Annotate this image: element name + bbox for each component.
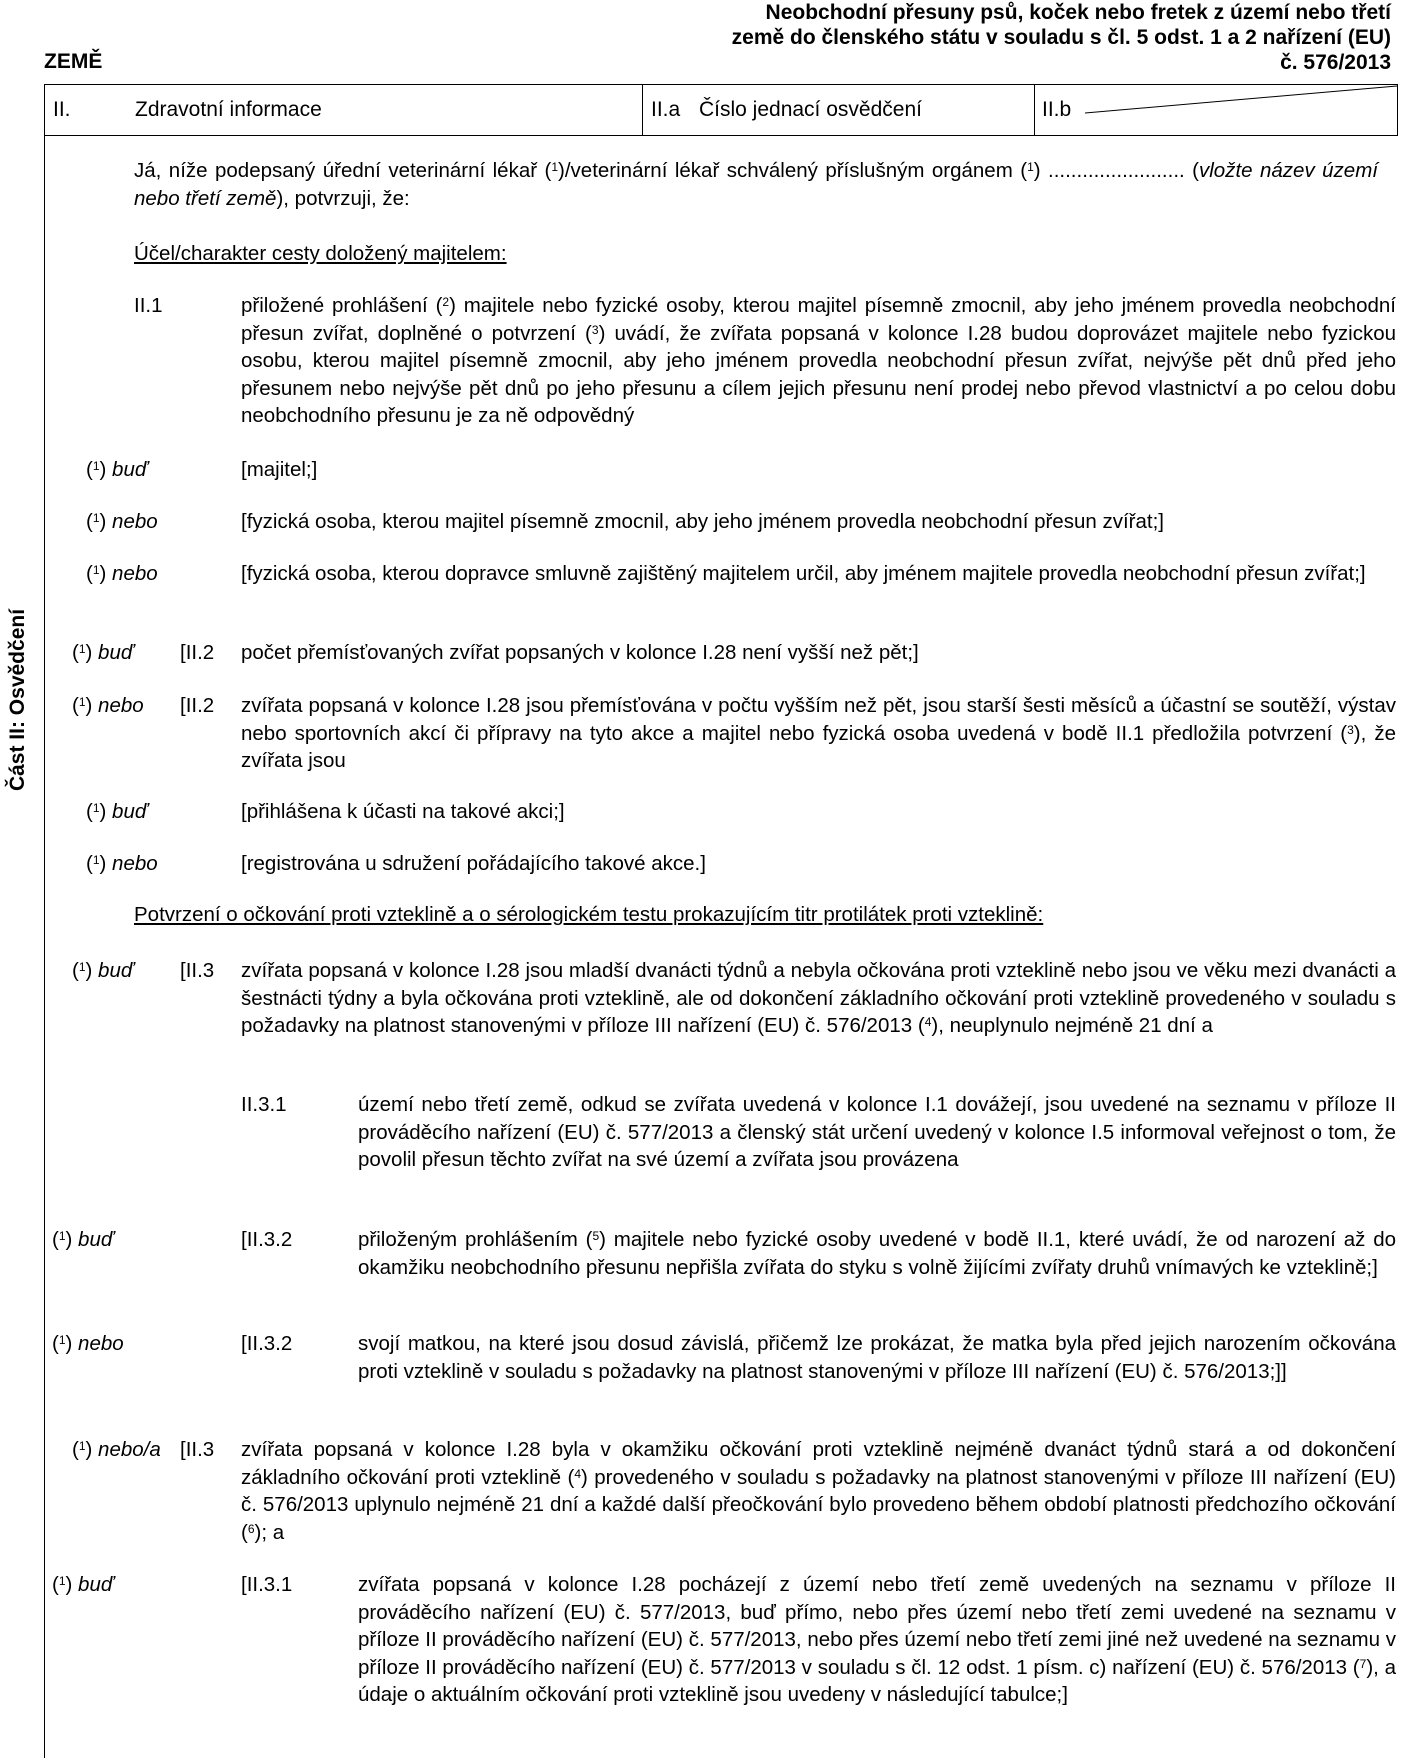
option-text: [přihlášena k účasti na takové akci;] bbox=[241, 800, 565, 823]
clause-ii2-text: zvířata popsaná v kolonce I.28 jsou přemísťována v počtu vyšším než pět, jsou starší šesti měsíců a účastní se soutěží, výstav nebo sportovních akcí či přípravy na tyto akce a majitel nebo fyzická osoba uvedená v bodě II.1 předložila potvrzení ($^3$), že zvířata jsou bbox=[241, 694, 1396, 772]
intro-text: ), potvrzuji, že: bbox=[276, 186, 410, 210]
clause-number: [II.3.2 bbox=[241, 1332, 293, 1355]
table-divider bbox=[1034, 85, 1035, 135]
title-line-2: země do členského státu v souladu s čl. 5 odst. 1 a 2 nařízení (EU) bbox=[731, 26, 1391, 49]
footnote-ref: 2 bbox=[442, 295, 450, 309]
option-text: [fyzická osoba, kterou dopravce smluvně zajištěný majitelem určil, aby jménem majitele provedla neobchodní přesun zvířat;] bbox=[241, 562, 1366, 585]
option-marker: ($^1$) nebo bbox=[86, 562, 158, 585]
clause-ii3-text: zvířata popsaná v kolonce I.28 byla v okamžiku očkování proti vzteklině nejméně dvanáct týdnů stará a od dokončení základního očkování proti vzteklině ($^4$) provedeného v souladu s požadavky na platnost stanovenými v příloze III nařízení (EU) č. 576/2013 uplynulo nejméně 21 dní a každé další přeočkování bylo provedeno během období platnosti předchozího očkování ($^6$); a bbox=[241, 1438, 1396, 1544]
intro-text: )/veterinární lékař schválený příslušným orgánem ( bbox=[558, 159, 1028, 182]
option-text: [majitel;] bbox=[241, 458, 318, 481]
clause-number: II.3.1 bbox=[241, 1093, 287, 1116]
clause-number: [II.3 bbox=[180, 959, 215, 982]
option-marker: ($^1$) nebo/a bbox=[72, 1438, 161, 1461]
option-text: [fyzická osoba, kterou majitel písemně zmocnil, aby jeho jménem provedla neobchodní přesun zvířat;] bbox=[241, 510, 1164, 533]
footnote-ref: 7 bbox=[1359, 1656, 1367, 1671]
footnote-ref: 3 bbox=[591, 322, 599, 337]
clause-ii3-text: zvířata popsaná v kolonce I.28 jsou mladší dvanácti týdnů a nebyla očkována proti vzteklině nebo jsou ve věku mezi dvanácti a šestnácti týdny a byla očkována proti vzteklině, ale od dokončení základního očkování proti vzteklině provedeného v souladu s požadavky na platnost stanovenými v příloze III nařízení (EU) č. 576/2013 ($^4$), neuplynulo nejméně 21 dní a bbox=[241, 959, 1396, 1037]
option-marker: ($^1$) nebo bbox=[86, 510, 158, 533]
section-number: II. bbox=[53, 98, 71, 121]
clause-number: [II.3 bbox=[180, 1438, 215, 1461]
intro-italic-text: vložte název území nebo třetí země bbox=[134, 159, 1378, 210]
footnote-ref: 5 bbox=[592, 1229, 600, 1243]
footnote-ref: 1 bbox=[1027, 160, 1034, 174]
country-label: ZEMĚ bbox=[44, 50, 103, 73]
title-line-3: č. 576/2013 bbox=[1280, 51, 1391, 74]
section-heading-purpose: Účel/charakter cesty doložený majitelem: bbox=[134, 242, 507, 265]
clause-ii31-text: území nebo třetí země, odkud se zvířata uvedená v kolonce I.1 dovážejí, jsou uvedené na seznamu v příloze II prováděcího nařízení (EU) č. 577/2013 a členský stát určení uvedený v kolonce I.5 informoval veřejnost o tom, že povolil přesun těchto zvířat na své území a zvířata jsou provázena bbox=[358, 1093, 1396, 1171]
clause-number: [II.2 bbox=[180, 641, 215, 664]
option-marker: ($^1$) buď bbox=[52, 1573, 114, 1596]
title-line-1: Neobchodní přesuny psů, koček nebo fretek z území nebo třetí bbox=[765, 1, 1391, 24]
clause-ii31-text: zvířata popsaná v kolonce I.28 pocházejí z území nebo třetí země uvedených na seznamu v příloze II prováděcího nařízení (EU) č. 577/2013, buď přímo, nebo přes území nebo třetí zemi uvedené na seznamu v příloze II prováděcího nařízení (EU) č. 577/2013, nebo přes území nebo třetí zemi jiné než uvedené na seznamu v příloze II prováděcího nařízení (EU) č. 577/2013 v souladu s čl. 12 odst. 1 písm. c) nařízení (EU) č. 576/2013 ($^7$), a údaje o aktuálním očkování proti vzteklině jsou uvedeny v následující tabulce;] bbox=[358, 1573, 1396, 1706]
clause-ii32-text: svojí matkou, na které jsou dosud závislá, přičemž lze prokázat, že matka byla před jejich narozením očkována proti vzteklině v souladu s požadavky na platnost stanovenými v příloze III nařízení (EU) č. 576/2013;]] bbox=[358, 1332, 1396, 1383]
option-marker: ($^1$) nebo bbox=[52, 1332, 124, 1355]
footnote-ref: 3 bbox=[1347, 722, 1354, 737]
section-title: Zdravotní informace bbox=[135, 98, 322, 121]
document-title bbox=[491, 0, 1391, 75]
option-marker: ($^1$) nebo bbox=[72, 694, 144, 717]
intro-text: Já, níže podepsaný úřední veterinární lékař ( bbox=[134, 159, 552, 182]
footnote-ref: 6 bbox=[247, 1521, 255, 1536]
option-marker: ($^1$) buď bbox=[72, 641, 134, 664]
footnote-ref: 1 bbox=[551, 160, 559, 174]
side-label-text: Část II: Osvědčení bbox=[6, 608, 29, 792]
clause-number: [II.3.1 bbox=[241, 1573, 293, 1596]
clause-ii1-text: přiložené prohlášení ($^2$) majitele nebo fyzické osoby, kterou majitel písemně zmocnil, aby jeho jménem provedla neobchodní přesun zvířat, doplněné o potvrzení ($^3$) uvádí, že zvířata popsaná v kolonce I.28 budou doprovázet majitele nebo fyzickou osobu, kterou majitel písemně zmocnil, aby jeho jménem provedla neobchodní přesun zvířat, nejvýše pět dnů před jeho přesunem nebo nejvýše pět dnů po jeho přesunu a cílem jejich přesunu není prodej nebo převod vlastnictví a po celou dobu neobchodního přesunu je za ně odpovědný bbox=[241, 294, 1396, 427]
section-header-table bbox=[44, 84, 1398, 136]
footnote-ref: 4 bbox=[574, 1466, 582, 1481]
option-text: [registrována u sdružení pořádajícího takové akce.] bbox=[241, 852, 706, 875]
option-marker: ($^1$) buď bbox=[86, 458, 148, 481]
footnote-ref: 4 bbox=[924, 1015, 932, 1029]
intro-paragraph bbox=[134, 157, 1378, 212]
section-heading-rabies: Potvrzení o očkování proti vzteklině a o sérologickém testu prokazujícím titr protilátek proti vzteklině: bbox=[134, 903, 1044, 926]
clause-number: [II.2 bbox=[180, 694, 215, 717]
side-label bbox=[0, 400, 38, 1000]
table-divider bbox=[642, 85, 643, 135]
field-iib-label: II.b bbox=[1042, 98, 1072, 121]
clause-number: II.1 bbox=[134, 294, 163, 317]
clause-ii2-text: počet přemísťovaných zvířat popsaných v kolonce I.28 není vyšší než pět;] bbox=[241, 641, 919, 664]
ref-number-label-num: II.a bbox=[651, 98, 681, 121]
option-marker: ($^1$) buď bbox=[72, 959, 134, 982]
option-marker: ($^1$) buď bbox=[86, 800, 148, 823]
left-border bbox=[44, 136, 45, 1758]
diagonal-line bbox=[1085, 85, 1397, 135]
ref-number-label: Číslo jednací osvědčení bbox=[699, 98, 922, 121]
clause-number: [II.3.2 bbox=[241, 1228, 293, 1251]
clause-ii32-text: přiloženým prohlášením ($^5$) majitele nebo fyzické osoby uvedené v bodě II.1, které uvádí, že od narození až do okamžiku neobchodního přesunu nepřišla zvířata do styku s volně žijícími zvířaty druhů vnímavých ke vzteklině;] bbox=[358, 1228, 1397, 1279]
option-marker: ($^1$) buď bbox=[52, 1228, 114, 1251]
intro-text: ) ........................ ( bbox=[1033, 159, 1199, 182]
option-marker: ($^1$) nebo bbox=[86, 852, 158, 875]
